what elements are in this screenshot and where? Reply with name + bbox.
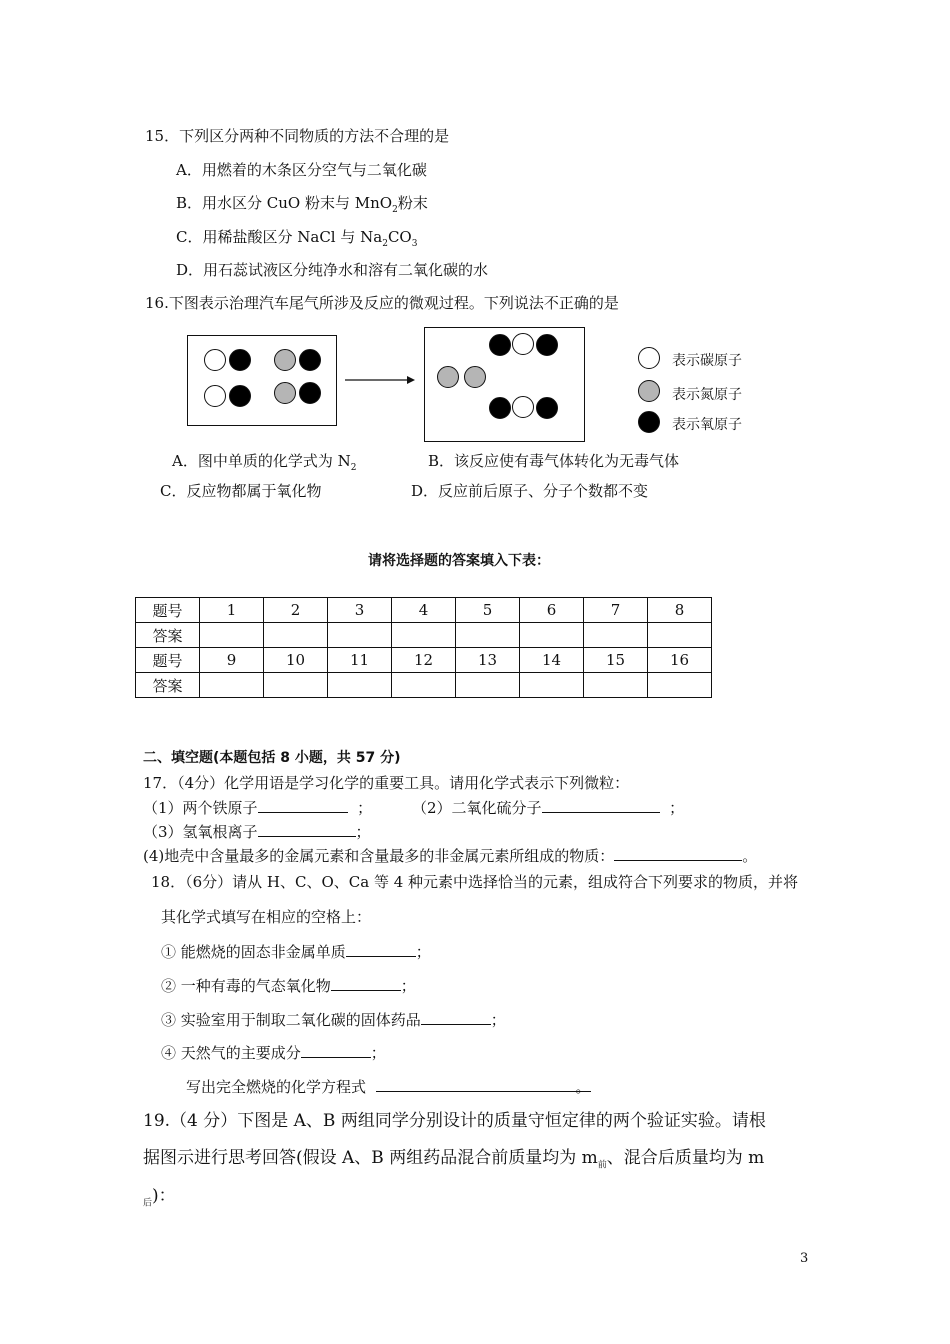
answer-cell[interactable] [520,673,584,698]
q17-part3: （3）氢氧根离子 ； [143,823,371,841]
q19-line3: $_后$)： [143,1186,176,1209]
blank[interactable] [542,798,660,813]
oxygen-atom [229,349,251,371]
oxygen-atom [299,382,321,404]
answer-cell[interactable] [328,673,392,698]
carbon-legend-icon [638,347,660,369]
q15-option-c: C．用稀盐酸区分 NaCl 与 $Na_2CO_3$ [176,228,418,249]
answer-cell[interactable] [392,623,456,648]
table-title: 请将选择题的答案填入下表： [368,553,550,569]
answer-cell[interactable] [200,623,264,648]
q18-stem: 18．（6分）请从 H、C、O、Ca 等 4 种元素中选择恰当的元素，组成符合下列要求的物质，并将 [151,873,799,891]
blank[interactable] [331,976,401,991]
carbon-atom [204,385,226,407]
nitrogen-atom [464,366,486,388]
answer-cell[interactable] [520,623,584,648]
q16-option-d: D．反应前后原子、分子个数都不变 [411,482,649,500]
blank[interactable] [346,942,416,957]
oxygen-atom [299,349,321,371]
answer-cell[interactable] [392,673,456,698]
q19-line2: 据图示进行思考回答(假设 A、B 两组药品混合前质量均为 $m_前$、混合后质量均为 m [143,1148,765,1171]
nitrogen-atom [437,366,459,388]
carbon-atom [204,349,226,371]
oxygen-legend-icon [638,411,660,433]
q18-item3: ③ 实验室用于制取二氧化碳的固体药品 ； [161,1011,506,1029]
answer-cell[interactable] [328,623,392,648]
carbon-atom [512,333,534,355]
legend-oxygen: 表示氧原子 [672,417,742,433]
answer-cell[interactable] [648,623,712,648]
q16-stem: 16.下图表示治理汽车尾气所涉及反应的微观过程。下列说法不正确的是 [145,294,619,312]
q15-option-d: D．用石蕊试液区分纯净水和溶有二氧化碳的水 [176,261,489,279]
q18-item4: ④ 天然气的主要成分 ； [161,1044,386,1062]
arrow-icon [345,373,417,387]
table-row: 答案 [136,623,712,648]
q16-option-a: A．图中单质的化学式为 $N_2$ [172,452,357,473]
oxygen-atom [229,385,251,407]
nitrogen-atom [274,349,296,371]
answer-cell[interactable] [456,673,520,698]
answer-cell[interactable] [584,623,648,648]
q15-stem: 15．下列区分两种不同物质的方法不合理的是 [145,127,450,145]
blank[interactable]: 。 [376,1077,591,1092]
blank[interactable] [301,1043,371,1058]
page-number: 3 [800,1251,809,1266]
table-row: 题号 1 2 3 4 5 6 7 8 [136,598,712,623]
blank[interactable] [258,822,356,837]
q18-item1: ① 能燃烧的固态非金属单质 ； [161,943,431,961]
q17-part2: （2）二氧化硫分子 ； [412,799,685,817]
q18-stem-cont: 其化学式填写在相应的空格上： [161,908,372,926]
answer-cell[interactable] [264,673,328,698]
oxygen-atom [536,397,558,419]
legend-nitrogen: 表示氮原子 [672,387,742,403]
q18-item2: ② 一种有毒的气态氧化物 ； [161,977,416,995]
table-row: 答案 [136,673,712,698]
nitrogen-legend-icon [638,380,660,402]
q16-option-b: B．该反应使有毒气体转化为无毒气体 [428,452,680,470]
q15-option-a: A．用燃着的木条区分空气与二氧化碳 [176,161,427,179]
reactants-box [187,335,337,426]
answer-cell[interactable] [200,673,264,698]
q18-equation: 写出完全燃烧的化学方程式 。 [186,1078,591,1096]
oxygen-atom [536,334,558,356]
carbon-atom [512,396,534,418]
answer-cell[interactable] [264,623,328,648]
blank[interactable] [614,846,742,861]
blank[interactable] [258,798,348,813]
legend-carbon: 表示碳原子 [672,353,742,369]
q16-option-c: C．反应物都属于氧化物 [160,482,322,500]
q17-stem: 17．（4分）化学用语是学习化学的重要工具。请用化学式表示下列微粒： [143,774,630,792]
nitrogen-atom [274,382,296,404]
q17-part1: （1）两个铁原子 ； [143,799,373,817]
q15-option-b: B．用水区分 CuO 粉末与 MnO$_2$粉末 [176,194,428,215]
q19-line1: 19.（4 分）下图是 A、B 两组同学分别设计的质量守恒定律的两个验证实验。请根 [143,1111,766,1131]
blank[interactable] [421,1010,491,1025]
oxygen-atom [489,334,511,356]
answer-cell[interactable] [456,623,520,648]
answer-cell[interactable] [584,673,648,698]
oxygen-atom [489,397,511,419]
table-row: 题号 9 10 11 12 13 14 15 16 [136,648,712,673]
section-heading: 二、填空题(本题包括 8 小题，共 57 分) [143,750,401,766]
q17-part4: (4)地壳中含量最多的金属元素和含量最多的非金属元素所组成的物质： 。 [143,847,758,865]
answer-table [135,597,712,698]
answer-cell[interactable] [648,673,712,698]
